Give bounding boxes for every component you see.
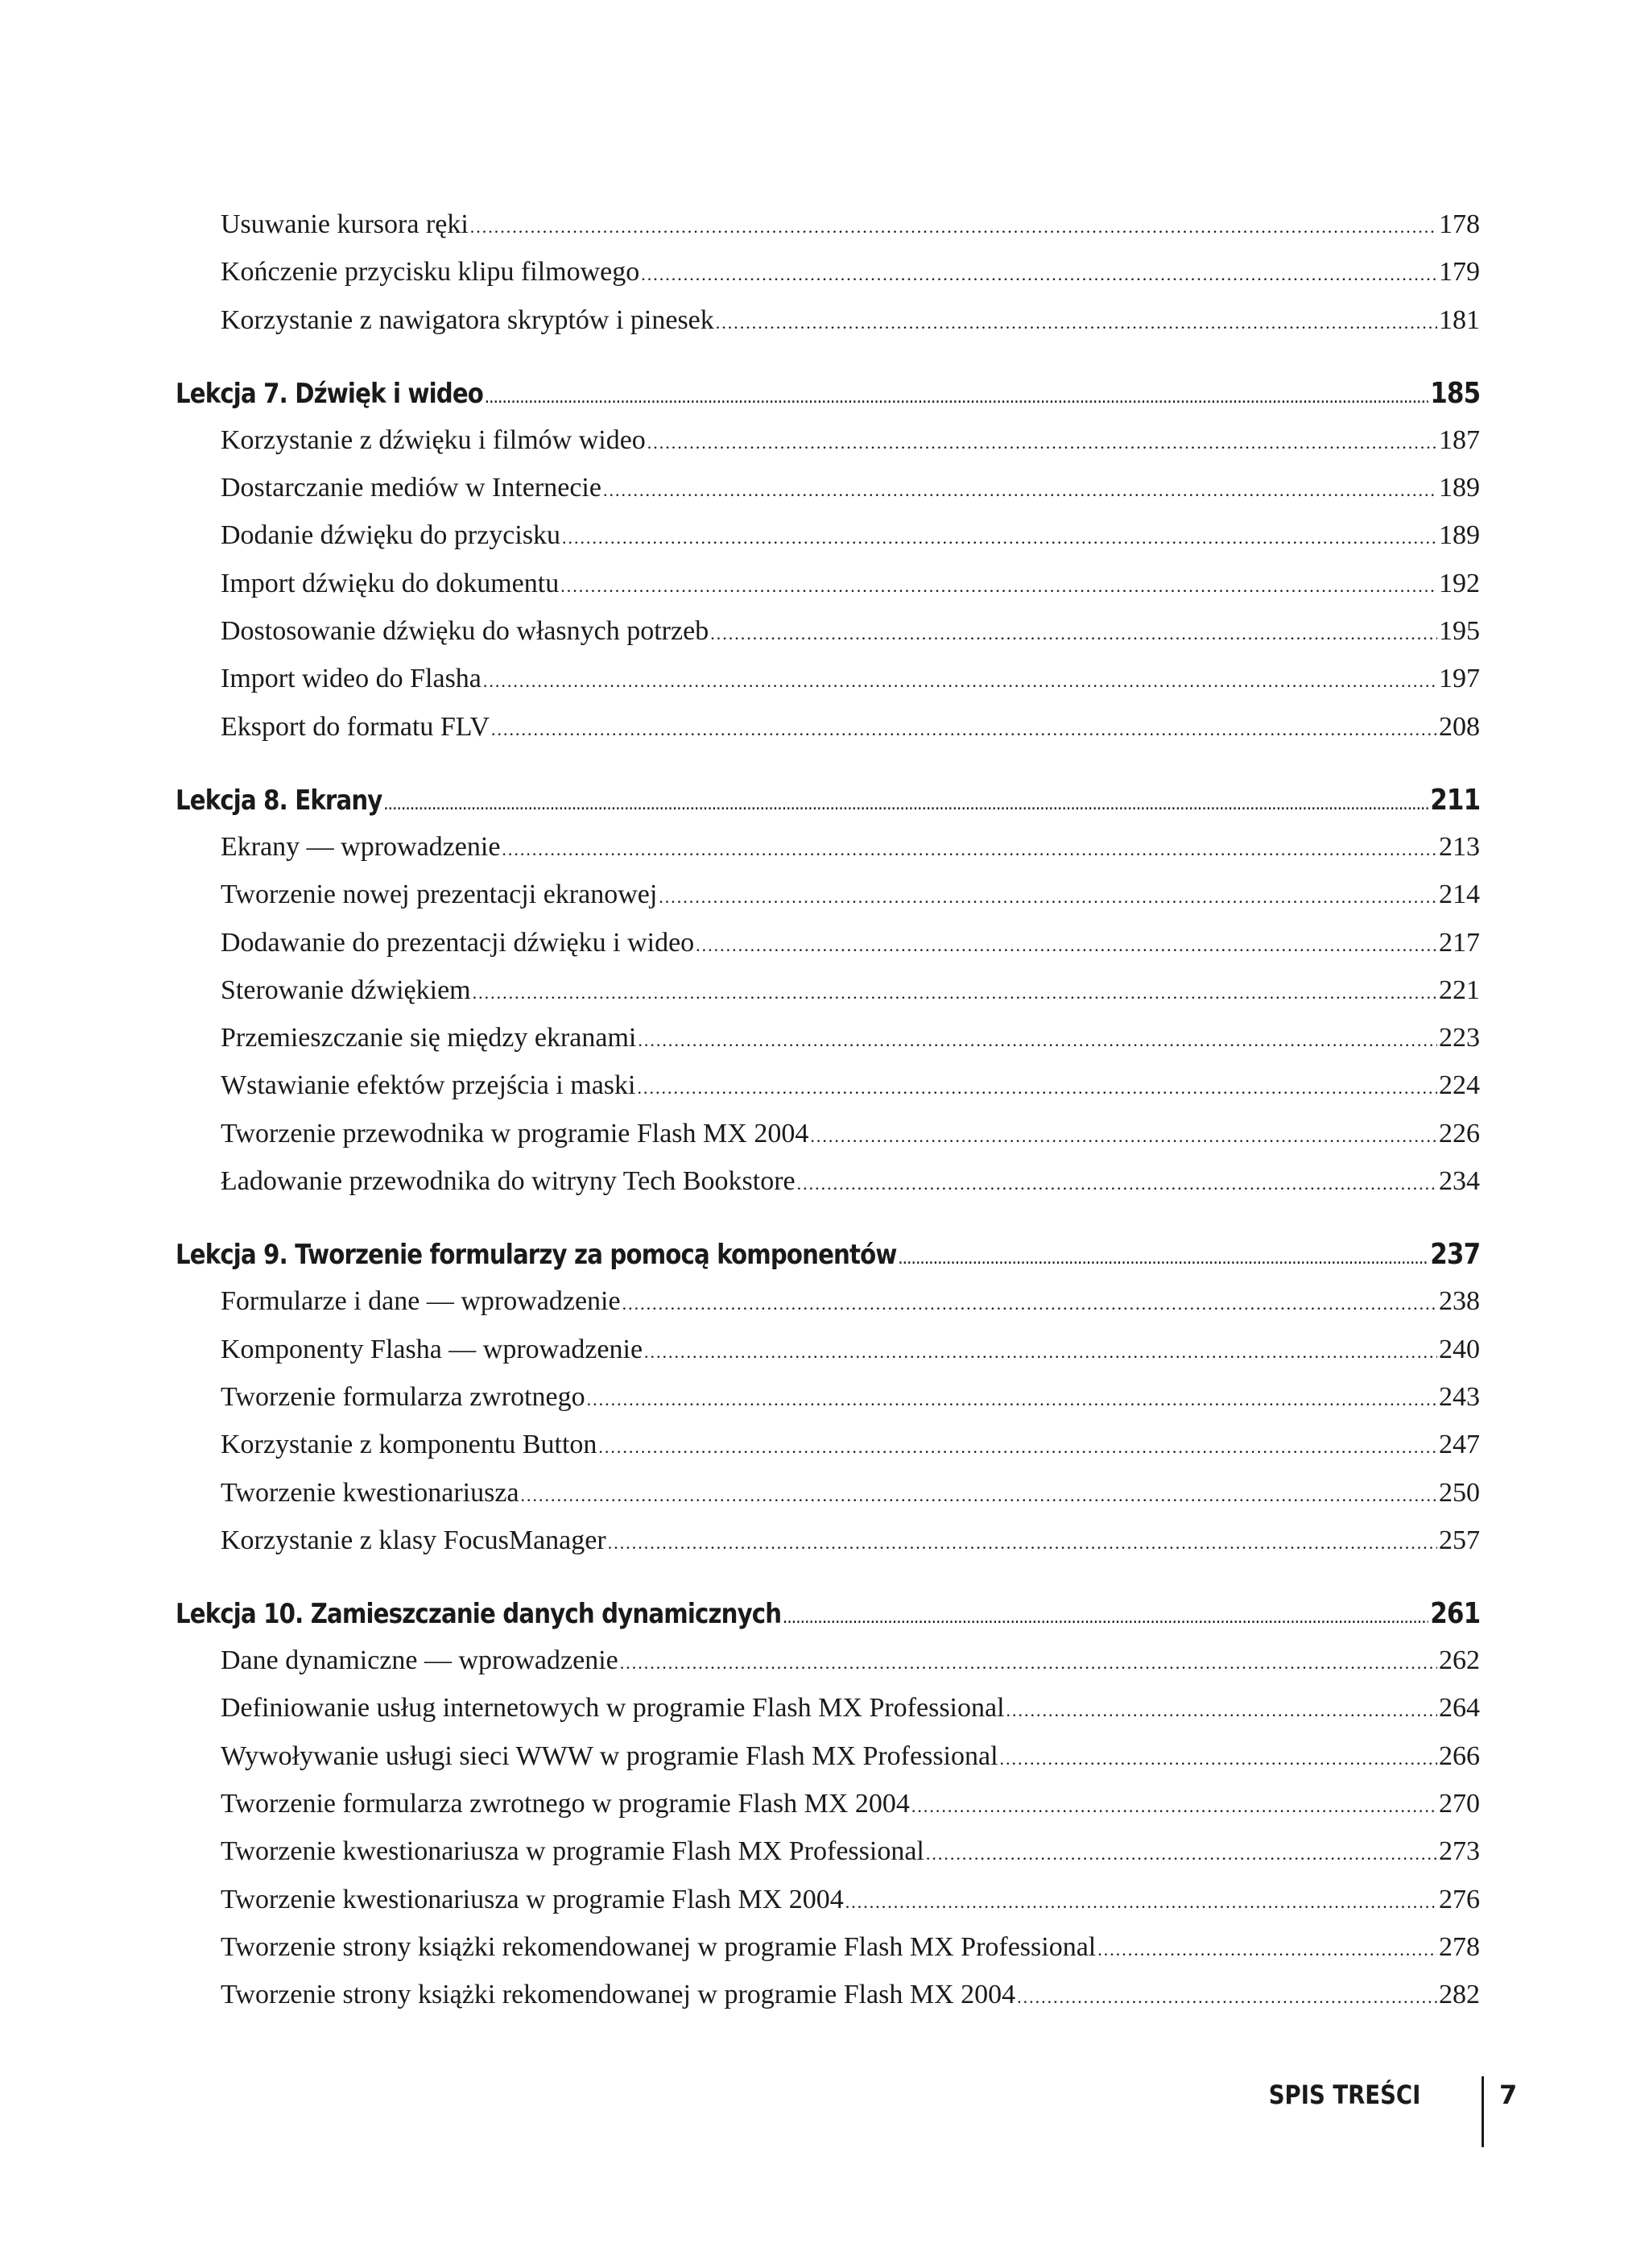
- page-number-ref: 282: [1439, 1980, 1480, 2010]
- toc-entry: [176, 928, 1480, 975]
- page-number-ref: 197: [1439, 664, 1480, 694]
- dot-leader: [716, 312, 1437, 333]
- dot-leader: [560, 576, 1437, 597]
- running-footer-title: SPIS TREŚCI: [1268, 2080, 1420, 2110]
- page-number-ref: 262: [1439, 1645, 1480, 1676]
- toc-entry: [176, 1932, 1480, 1980]
- lesson-title: Lekcja 7. Dźwięk i wideo: [176, 377, 484, 410]
- toc-entry: [176, 1119, 1480, 1166]
- page-number-ref: 192: [1439, 568, 1480, 598]
- entry-title: Import dźwięku do dokumentu: [221, 568, 560, 598]
- toc-entry: [176, 1741, 1480, 1789]
- page-footer: [1268, 2076, 1518, 2149]
- dot-leader: [622, 1293, 1437, 1314]
- lesson-title: Lekcja 8. Ekrany: [176, 784, 382, 817]
- page-number-ref: 189: [1439, 520, 1480, 551]
- dot-leader: [638, 1030, 1437, 1051]
- dot-leader: [587, 1389, 1437, 1410]
- entry-title: Ładowanie przewodnika do witryny Tech Bookstore: [221, 1166, 796, 1197]
- dot-leader: [926, 1844, 1437, 1864]
- dot-leader: [797, 1173, 1437, 1194]
- entry-title: Korzystanie z nawigatora skryptów i pinesek: [221, 304, 714, 335]
- dot-leader: [384, 800, 1428, 813]
- entry-title: Tworzenie przewodnika w programie Flash MX 2004: [221, 1118, 809, 1148]
- toc-entry: [176, 1693, 1480, 1740]
- dot-leader: [637, 1078, 1437, 1099]
- entry-title: Kończenie przycisku klipu filmowego: [221, 257, 640, 288]
- page-number-ref: 276: [1439, 1884, 1480, 1914]
- entry-title: Tworzenie strony książki rekomendowanej w programie Flash MX Professional: [221, 1931, 1097, 1962]
- entry-title: Dodanie dźwięku do przycisku: [221, 520, 561, 551]
- page-number-ref: 270: [1439, 1789, 1480, 1819]
- page-number-ref: 261: [1430, 1597, 1481, 1631]
- page-number-ref: 211: [1430, 783, 1481, 817]
- entry-title: Korzystanie z dźwięku i filmów wideo: [221, 424, 646, 455]
- toc-entry: [176, 520, 1480, 568]
- dot-leader: [483, 671, 1437, 692]
- page-number-ref: 189: [1439, 473, 1480, 503]
- dot-leader: [491, 719, 1437, 740]
- dot-leader: [710, 623, 1437, 644]
- toc-entry: [176, 664, 1480, 711]
- entry-title: Tworzenie kwestionariusza w programie Flash MX 2004: [221, 1884, 844, 1914]
- dot-leader: [473, 983, 1437, 1004]
- dot-leader: [845, 1892, 1437, 1913]
- entry-title: Korzystanie z komponentu Button: [221, 1430, 597, 1460]
- page-number-ref: 226: [1439, 1118, 1480, 1148]
- toc-entry: [176, 1382, 1480, 1430]
- toc-entry: [176, 832, 1480, 879]
- entry-title: Dane dynamiczne — wprowadzenie: [221, 1645, 618, 1676]
- page-number-ref: 237: [1430, 1238, 1481, 1272]
- page-number-ref: 240: [1439, 1334, 1480, 1364]
- toc-entry: [176, 1525, 1480, 1573]
- entry-title: Sterowanie dźwiękiem: [221, 975, 471, 1005]
- dot-leader: [899, 1254, 1428, 1267]
- dot-leader: [608, 1533, 1437, 1554]
- toc-entry: [176, 1980, 1480, 2027]
- page-number: 7: [1499, 2080, 1518, 2110]
- page-number-ref: 178: [1439, 209, 1480, 239]
- entry-title: Ekrany — wprowadzenie: [221, 831, 501, 862]
- dot-leader: [521, 1485, 1437, 1506]
- toc-entry: [176, 473, 1480, 520]
- dot-leader: [1017, 1987, 1437, 2008]
- entry-title: Tworzenie kwestionariusza: [221, 1477, 519, 1508]
- toc-entry: [176, 257, 1480, 304]
- page-number-ref: 250: [1439, 1477, 1480, 1508]
- dot-leader: [659, 887, 1437, 908]
- toc-entry: [176, 1885, 1480, 1932]
- entry-title: Wywoływanie usługi sieci WWW w programie Flash MX Professional: [221, 1740, 998, 1771]
- page-number-ref: 247: [1439, 1430, 1480, 1460]
- page-number-ref: 217: [1439, 927, 1480, 958]
- toc-entry: [176, 1286, 1480, 1334]
- page-number-ref: 187: [1439, 424, 1480, 455]
- toc-entry: [176, 1430, 1480, 1477]
- page-number-ref: 179: [1439, 257, 1480, 288]
- entry-title: Tworzenie kwestionariusza w programie Flash MX Professional: [221, 1836, 924, 1867]
- dot-leader: [598, 1437, 1437, 1458]
- toc-entry: [176, 616, 1480, 664]
- toc-lesson-heading: [176, 1597, 1480, 1645]
- dot-leader: [486, 393, 1428, 406]
- entry-title: Dostosowanie dźwięku do własnych potrzeb: [221, 616, 709, 647]
- lesson-title: Lekcja 10. Zamieszczanie danych dynamicznych: [176, 1598, 782, 1631]
- page-number-ref: 243: [1439, 1381, 1480, 1412]
- dot-leader: [470, 217, 1437, 238]
- table-of-contents: [176, 209, 1480, 2028]
- dot-leader: [644, 1342, 1437, 1363]
- page-number-ref: 185: [1430, 376, 1481, 410]
- toc-entry: [176, 879, 1480, 927]
- entry-title: Eksport do formatu FLV: [221, 711, 490, 742]
- entry-title: Formularze i dane — wprowadzenie: [221, 1286, 621, 1317]
- entry-title: Wstawianie efektów przejścia i maski: [221, 1070, 636, 1101]
- entry-title: Tworzenie nowej prezentacji ekranowej: [221, 879, 658, 910]
- toc-entry: [176, 569, 1480, 616]
- dot-leader: [1097, 1939, 1437, 1960]
- dot-leader: [641, 264, 1437, 285]
- entry-title: Przemieszczanie się między ekranami: [221, 1023, 637, 1053]
- entry-title: Definiowanie usług internetowych w programie Flash MX Professional: [221, 1693, 1005, 1724]
- dot-leader: [810, 1126, 1437, 1147]
- toc-entry: [176, 209, 1480, 257]
- entry-title: Usuwanie kursora ręki: [221, 209, 469, 239]
- toc-entry: [176, 1478, 1480, 1525]
- dot-leader: [562, 528, 1437, 548]
- dot-leader: [911, 1796, 1437, 1817]
- dot-leader: [783, 1613, 1428, 1626]
- entry-title: Tworzenie formularza zwrotnego: [221, 1381, 585, 1412]
- page-number-ref: 264: [1439, 1693, 1480, 1724]
- toc-lesson-heading: [176, 1238, 1480, 1286]
- toc-entry: [176, 1166, 1480, 1214]
- toc-entry: [176, 1836, 1480, 1884]
- page-number-ref: 234: [1439, 1166, 1480, 1197]
- dot-leader: [502, 839, 1437, 860]
- toc-entry: [176, 1070, 1480, 1118]
- page-number-ref: 223: [1439, 1023, 1480, 1053]
- toc-entry: [176, 975, 1480, 1023]
- page-number-ref: 224: [1439, 1070, 1480, 1101]
- entry-title: Dostarczanie mediów w Internecie: [221, 473, 601, 503]
- entry-title: Dodawanie do prezentacji dźwięku i wideo: [221, 927, 695, 958]
- page-number-ref: 221: [1439, 975, 1480, 1005]
- dot-leader: [1006, 1700, 1437, 1721]
- page-number-ref: 238: [1439, 1286, 1480, 1317]
- toc-entry: [176, 1335, 1480, 1382]
- toc-entry: [176, 305, 1480, 353]
- toc-entry: [176, 425, 1480, 473]
- page-number-ref: 266: [1439, 1740, 1480, 1771]
- page-number-ref: 181: [1439, 304, 1480, 335]
- toc-lesson-heading: [176, 377, 1480, 425]
- toc-entry: [176, 1023, 1480, 1070]
- dot-leader: [620, 1653, 1437, 1674]
- lesson-title: Lekcja 9. Tworzenie formularzy za pomocą komponentów: [176, 1239, 897, 1272]
- entry-title: Import wideo do Flasha: [221, 664, 481, 694]
- page-number-ref: 195: [1439, 616, 1480, 647]
- page-number-ref: 214: [1439, 879, 1480, 910]
- page-number-ref: 213: [1439, 831, 1480, 862]
- dot-leader: [603, 480, 1437, 501]
- entry-title: Komponenty Flasha — wprowadzenie: [221, 1334, 643, 1364]
- toc-entry: [176, 1789, 1480, 1836]
- toc-entry: [176, 1645, 1480, 1693]
- dot-leader: [1000, 1749, 1437, 1769]
- footer-divider: [1482, 2076, 1484, 2147]
- entry-title: Tworzenie formularza zwrotnego w programie Flash MX 2004: [221, 1789, 910, 1819]
- page-number-ref: 208: [1439, 711, 1480, 742]
- entry-title: Tworzenie strony książki rekomendowanej w programie Flash MX 2004: [221, 1980, 1016, 2010]
- page-number-ref: 278: [1439, 1931, 1480, 1962]
- page-number-ref: 273: [1439, 1836, 1480, 1867]
- toc-entry: [176, 712, 1480, 759]
- toc-lesson-heading: [176, 784, 1480, 832]
- entry-title: Korzystanie z klasy FocusManager: [221, 1525, 606, 1555]
- dot-leader: [647, 432, 1437, 453]
- dot-leader: [696, 935, 1437, 956]
- page-number-ref: 257: [1439, 1525, 1480, 1555]
